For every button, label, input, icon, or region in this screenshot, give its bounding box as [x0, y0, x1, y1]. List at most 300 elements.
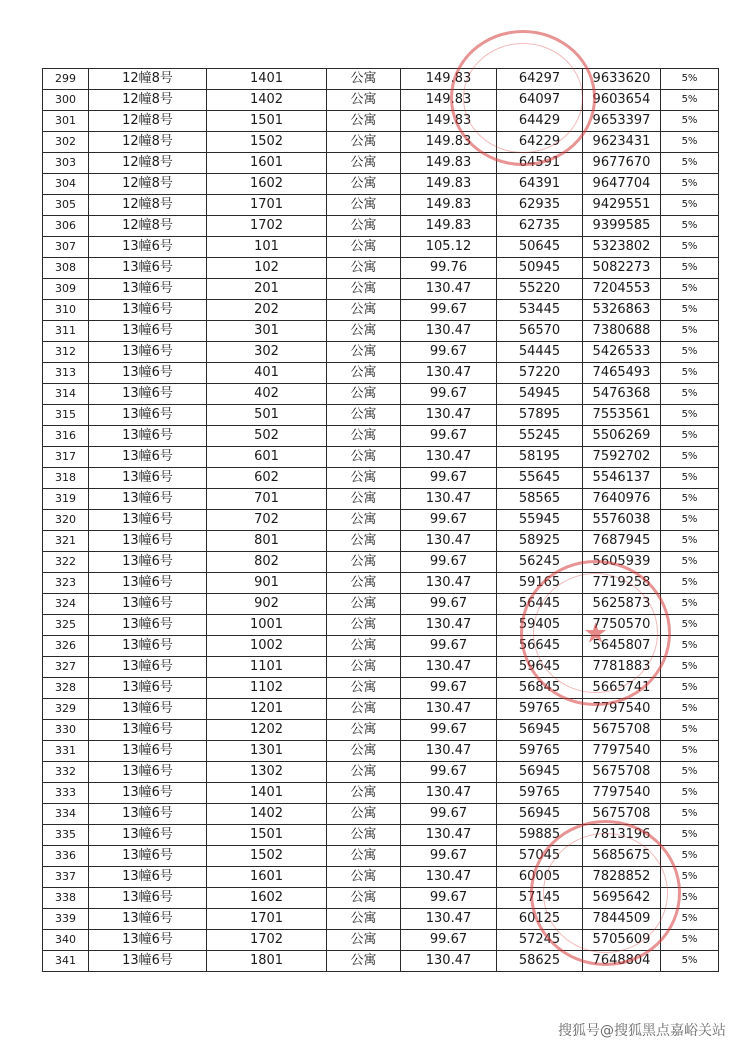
cell-building-unit: 13幢6号 [89, 594, 207, 615]
cell-total-price: 7553561 [583, 405, 661, 426]
cell-area: 130.47 [401, 951, 497, 972]
table-row [43, 342, 719, 363]
cell-total-price: 5326863 [583, 300, 661, 321]
cell-total-price: 5705609 [583, 930, 661, 951]
cell-room-number: 1202 [207, 720, 327, 741]
cell-area: 99.67 [401, 846, 497, 867]
cell-total-price: 7797540 [583, 783, 661, 804]
table-row [43, 405, 719, 426]
cell-tax-rate: 5% [661, 279, 719, 300]
cell-row-number: 299 [43, 69, 89, 90]
cell-tax-rate: 5% [661, 762, 719, 783]
seal-star-icon: ★ [582, 616, 609, 650]
cell-area: 130.47 [401, 531, 497, 552]
cell-room-type: 公寓 [327, 153, 401, 174]
cell-room-number: 1801 [207, 951, 327, 972]
cell-room-number: 802 [207, 552, 327, 573]
cell-area: 130.47 [401, 321, 497, 342]
cell-unit-price: 59645 [497, 657, 583, 678]
table-row [43, 825, 719, 846]
cell-row-number: 300 [43, 90, 89, 111]
cell-area: 99.67 [401, 888, 497, 909]
cell-building-unit: 13幢6号 [89, 741, 207, 762]
table-row [43, 531, 719, 552]
cell-building-unit: 13幢6号 [89, 237, 207, 258]
cell-room-number: 1502 [207, 132, 327, 153]
cell-unit-price: 59885 [497, 825, 583, 846]
cell-building-unit: 13幢6号 [89, 678, 207, 699]
cell-total-price: 5625873 [583, 594, 661, 615]
cell-room-type: 公寓 [327, 552, 401, 573]
table-row [43, 216, 719, 237]
cell-building-unit: 13幢6号 [89, 804, 207, 825]
cell-room-number: 902 [207, 594, 327, 615]
cell-unit-price: 60125 [497, 909, 583, 930]
cell-row-number: 306 [43, 216, 89, 237]
cell-total-price: 7750570 [583, 615, 661, 636]
cell-unit-price: 55245 [497, 426, 583, 447]
cell-unit-price: 56845 [497, 678, 583, 699]
table-row [43, 636, 719, 657]
cell-unit-price: 64097 [497, 90, 583, 111]
cell-area: 130.47 [401, 825, 497, 846]
cell-tax-rate: 5% [661, 342, 719, 363]
cell-row-number: 322 [43, 552, 89, 573]
cell-building-unit: 13幢6号 [89, 426, 207, 447]
cell-room-type: 公寓 [327, 90, 401, 111]
cell-room-type: 公寓 [327, 636, 401, 657]
cell-area: 149.83 [401, 216, 497, 237]
cell-tax-rate: 5% [661, 195, 719, 216]
cell-area: 130.47 [401, 909, 497, 930]
cell-total-price: 7844509 [583, 909, 661, 930]
cell-unit-price: 56945 [497, 762, 583, 783]
cell-room-number: 1101 [207, 657, 327, 678]
cell-building-unit: 13幢6号 [89, 447, 207, 468]
cell-tax-rate: 5% [661, 111, 719, 132]
cell-row-number: 331 [43, 741, 89, 762]
cell-room-number: 702 [207, 510, 327, 531]
cell-area: 99.67 [401, 804, 497, 825]
cell-area: 99.67 [401, 762, 497, 783]
cell-unit-price: 62935 [497, 195, 583, 216]
cell-unit-price: 58625 [497, 951, 583, 972]
table-row [43, 111, 719, 132]
cell-tax-rate: 5% [661, 783, 719, 804]
cell-area: 99.76 [401, 258, 497, 279]
table-row [43, 321, 719, 342]
cell-total-price: 5695642 [583, 888, 661, 909]
cell-total-price: 5082273 [583, 258, 661, 279]
table-row [43, 90, 719, 111]
table-row [43, 678, 719, 699]
cell-room-type: 公寓 [327, 615, 401, 636]
cell-room-type: 公寓 [327, 195, 401, 216]
cell-tax-rate: 5% [661, 804, 719, 825]
cell-row-number: 315 [43, 405, 89, 426]
cell-area: 99.67 [401, 300, 497, 321]
cell-building-unit: 13幢6号 [89, 405, 207, 426]
cell-unit-price: 50945 [497, 258, 583, 279]
cell-area: 130.47 [401, 741, 497, 762]
cell-total-price: 5685675 [583, 846, 661, 867]
cell-area: 130.47 [401, 867, 497, 888]
cell-area: 130.47 [401, 573, 497, 594]
cell-row-number: 321 [43, 531, 89, 552]
cell-unit-price: 64591 [497, 153, 583, 174]
cell-total-price: 5506269 [583, 426, 661, 447]
cell-total-price: 9633620 [583, 69, 661, 90]
cell-row-number: 324 [43, 594, 89, 615]
cell-room-number: 801 [207, 531, 327, 552]
cell-unit-price: 64391 [497, 174, 583, 195]
watermark: 搜狐号@搜狐黑点嘉峪关站 [558, 1023, 726, 1039]
cell-area: 149.83 [401, 111, 497, 132]
cell-unit-price: 64297 [497, 69, 583, 90]
table-row [43, 573, 719, 594]
cell-room-number: 1401 [207, 69, 327, 90]
cell-room-type: 公寓 [327, 468, 401, 489]
cell-unit-price: 57045 [497, 846, 583, 867]
cell-total-price: 7813196 [583, 825, 661, 846]
cell-building-unit: 12幢8号 [89, 174, 207, 195]
cell-area: 149.83 [401, 90, 497, 111]
cell-building-unit: 13幢6号 [89, 762, 207, 783]
table-row [43, 195, 719, 216]
cell-total-price: 5675708 [583, 804, 661, 825]
table-row [43, 258, 719, 279]
cell-total-price: 7797540 [583, 699, 661, 720]
cell-row-number: 304 [43, 174, 89, 195]
cell-area: 99.67 [401, 384, 497, 405]
cell-total-price: 5665741 [583, 678, 661, 699]
cell-room-type: 公寓 [327, 909, 401, 930]
cell-room-type: 公寓 [327, 510, 401, 531]
table-row [43, 153, 719, 174]
cell-row-number: 326 [43, 636, 89, 657]
cell-building-unit: 13幢6号 [89, 552, 207, 573]
cell-row-number: 332 [43, 762, 89, 783]
cell-total-price: 7797540 [583, 741, 661, 762]
cell-room-type: 公寓 [327, 111, 401, 132]
table-row [43, 426, 719, 447]
cell-row-number: 301 [43, 111, 89, 132]
cell-room-type: 公寓 [327, 300, 401, 321]
cell-area: 99.67 [401, 510, 497, 531]
cell-area: 130.47 [401, 489, 497, 510]
table-row [43, 867, 719, 888]
cell-building-unit: 13幢6号 [89, 846, 207, 867]
cell-row-number: 305 [43, 195, 89, 216]
cell-building-unit: 13幢6号 [89, 909, 207, 930]
cell-unit-price: 62735 [497, 216, 583, 237]
cell-total-price: 5605939 [583, 552, 661, 573]
cell-area: 99.67 [401, 342, 497, 363]
cell-room-type: 公寓 [327, 279, 401, 300]
table-row [43, 552, 719, 573]
cell-building-unit: 13幢6号 [89, 258, 207, 279]
cell-building-unit: 12幢8号 [89, 153, 207, 174]
cell-tax-rate: 5% [661, 447, 719, 468]
cell-row-number: 328 [43, 678, 89, 699]
cell-tax-rate: 5% [661, 321, 719, 342]
cell-building-unit: 13幢6号 [89, 930, 207, 951]
cell-tax-rate: 5% [661, 384, 719, 405]
cell-unit-price: 54945 [497, 384, 583, 405]
cell-room-number: 701 [207, 489, 327, 510]
cell-room-number: 1501 [207, 111, 327, 132]
cell-building-unit: 12幢8号 [89, 132, 207, 153]
cell-room-type: 公寓 [327, 804, 401, 825]
cell-tax-rate: 5% [661, 699, 719, 720]
price-list-table [42, 68, 719, 972]
cell-unit-price: 58195 [497, 447, 583, 468]
cell-room-number: 301 [207, 321, 327, 342]
cell-row-number: 320 [43, 510, 89, 531]
cell-unit-price: 56445 [497, 594, 583, 615]
cell-room-type: 公寓 [327, 69, 401, 90]
cell-area: 130.47 [401, 783, 497, 804]
cell-building-unit: 13幢6号 [89, 867, 207, 888]
cell-tax-rate: 5% [661, 888, 719, 909]
cell-tax-rate: 5% [661, 594, 719, 615]
cell-room-number: 1001 [207, 615, 327, 636]
cell-area: 105.12 [401, 237, 497, 258]
table-row [43, 300, 719, 321]
cell-total-price: 9647704 [583, 174, 661, 195]
cell-building-unit: 13幢6号 [89, 888, 207, 909]
cell-total-price: 5645807 [583, 636, 661, 657]
cell-unit-price: 64229 [497, 132, 583, 153]
cell-total-price: 7592702 [583, 447, 661, 468]
cell-room-number: 602 [207, 468, 327, 489]
cell-room-type: 公寓 [327, 258, 401, 279]
cell-unit-price: 57145 [497, 888, 583, 909]
cell-tax-rate: 5% [661, 930, 719, 951]
cell-room-type: 公寓 [327, 930, 401, 951]
cell-row-number: 307 [43, 237, 89, 258]
cell-room-number: 1401 [207, 783, 327, 804]
table-row [43, 951, 719, 972]
cell-building-unit: 13幢6号 [89, 384, 207, 405]
cell-room-number: 1302 [207, 762, 327, 783]
cell-row-number: 341 [43, 951, 89, 972]
cell-unit-price: 57245 [497, 930, 583, 951]
cell-room-number: 1402 [207, 90, 327, 111]
cell-unit-price: 59165 [497, 573, 583, 594]
cell-tax-rate: 5% [661, 237, 719, 258]
table-row [43, 468, 719, 489]
cell-tax-rate: 5% [661, 615, 719, 636]
cell-total-price: 7719258 [583, 573, 661, 594]
cell-tax-rate: 5% [661, 909, 719, 930]
cell-room-number: 501 [207, 405, 327, 426]
cell-unit-price: 56570 [497, 321, 583, 342]
cell-row-number: 327 [43, 657, 89, 678]
cell-row-number: 339 [43, 909, 89, 930]
cell-total-price: 5675708 [583, 720, 661, 741]
cell-unit-price: 59765 [497, 699, 583, 720]
cell-area: 130.47 [401, 615, 497, 636]
cell-unit-price: 60005 [497, 867, 583, 888]
cell-room-number: 601 [207, 447, 327, 468]
cell-row-number: 309 [43, 279, 89, 300]
cell-tax-rate: 5% [661, 510, 719, 531]
cell-total-price: 7640976 [583, 489, 661, 510]
cell-total-price: 5576038 [583, 510, 661, 531]
cell-unit-price: 64429 [497, 111, 583, 132]
cell-building-unit: 13幢6号 [89, 783, 207, 804]
table-row [43, 699, 719, 720]
cell-tax-rate: 5% [661, 720, 719, 741]
cell-room-number: 1701 [207, 195, 327, 216]
cell-unit-price: 55945 [497, 510, 583, 531]
cell-building-unit: 13幢6号 [89, 489, 207, 510]
cell-room-number: 101 [207, 237, 327, 258]
cell-room-type: 公寓 [327, 951, 401, 972]
table-row [43, 888, 719, 909]
cell-row-number: 318 [43, 468, 89, 489]
table-row [43, 69, 719, 90]
cell-row-number: 316 [43, 426, 89, 447]
cell-total-price: 7648804 [583, 951, 661, 972]
cell-room-number: 202 [207, 300, 327, 321]
table-row [43, 720, 719, 741]
table-row [43, 741, 719, 762]
cell-area: 130.47 [401, 447, 497, 468]
cell-building-unit: 13幢6号 [89, 468, 207, 489]
cell-unit-price: 57895 [497, 405, 583, 426]
cell-area: 149.83 [401, 153, 497, 174]
cell-total-price: 9677670 [583, 153, 661, 174]
cell-room-number: 1702 [207, 930, 327, 951]
cell-building-unit: 13幢6号 [89, 825, 207, 846]
table-row [43, 846, 719, 867]
table-row [43, 510, 719, 531]
cell-room-type: 公寓 [327, 762, 401, 783]
cell-room-type: 公寓 [327, 573, 401, 594]
cell-unit-price: 56945 [497, 720, 583, 741]
cell-unit-price: 58565 [497, 489, 583, 510]
cell-building-unit: 13幢6号 [89, 531, 207, 552]
cell-building-unit: 13幢6号 [89, 699, 207, 720]
cell-row-number: 325 [43, 615, 89, 636]
cell-tax-rate: 5% [661, 531, 719, 552]
cell-row-number: 302 [43, 132, 89, 153]
cell-tax-rate: 5% [661, 825, 719, 846]
cell-area: 99.67 [401, 678, 497, 699]
cell-area: 130.47 [401, 363, 497, 384]
cell-building-unit: 12幢8号 [89, 195, 207, 216]
cell-tax-rate: 5% [661, 216, 719, 237]
cell-room-type: 公寓 [327, 594, 401, 615]
table-row [43, 237, 719, 258]
cell-room-type: 公寓 [327, 237, 401, 258]
cell-building-unit: 13幢6号 [89, 321, 207, 342]
cell-tax-rate: 5% [661, 426, 719, 447]
cell-area: 149.83 [401, 132, 497, 153]
cell-unit-price: 57220 [497, 363, 583, 384]
cell-area: 149.83 [401, 174, 497, 195]
cell-row-number: 330 [43, 720, 89, 741]
cell-tax-rate: 5% [661, 90, 719, 111]
cell-building-unit: 13幢6号 [89, 657, 207, 678]
cell-row-number: 334 [43, 804, 89, 825]
cell-room-number: 401 [207, 363, 327, 384]
cell-room-type: 公寓 [327, 216, 401, 237]
table-row [43, 489, 719, 510]
cell-room-type: 公寓 [327, 132, 401, 153]
table-row [43, 783, 719, 804]
table-body [43, 69, 719, 972]
cell-tax-rate: 5% [661, 153, 719, 174]
cell-unit-price: 58925 [497, 531, 583, 552]
cell-total-price: 7687945 [583, 531, 661, 552]
cell-row-number: 313 [43, 363, 89, 384]
cell-room-number: 1602 [207, 174, 327, 195]
table-row [43, 447, 719, 468]
cell-room-number: 1601 [207, 867, 327, 888]
cell-row-number: 310 [43, 300, 89, 321]
cell-room-type: 公寓 [327, 678, 401, 699]
cell-room-type: 公寓 [327, 363, 401, 384]
cell-unit-price: 54445 [497, 342, 583, 363]
cell-row-number: 333 [43, 783, 89, 804]
table-row [43, 930, 719, 951]
cell-area: 99.67 [401, 720, 497, 741]
cell-area: 149.83 [401, 69, 497, 90]
cell-row-number: 308 [43, 258, 89, 279]
cell-row-number: 336 [43, 846, 89, 867]
cell-area: 130.47 [401, 279, 497, 300]
cell-room-type: 公寓 [327, 888, 401, 909]
cell-area: 99.67 [401, 468, 497, 489]
cell-row-number: 312 [43, 342, 89, 363]
cell-area: 149.83 [401, 195, 497, 216]
cell-total-price: 7828852 [583, 867, 661, 888]
cell-total-price: 9429551 [583, 195, 661, 216]
cell-total-price: 5323802 [583, 237, 661, 258]
cell-room-type: 公寓 [327, 720, 401, 741]
cell-tax-rate: 5% [661, 258, 719, 279]
cell-row-number: 338 [43, 888, 89, 909]
table-row [43, 762, 719, 783]
table-row [43, 132, 719, 153]
cell-unit-price: 55645 [497, 468, 583, 489]
cell-building-unit: 13幢6号 [89, 720, 207, 741]
cell-room-type: 公寓 [327, 174, 401, 195]
table-row [43, 615, 719, 636]
cell-building-unit: 12幢8号 [89, 90, 207, 111]
cell-room-number: 1701 [207, 909, 327, 930]
cell-tax-rate: 5% [661, 405, 719, 426]
cell-room-number: 402 [207, 384, 327, 405]
cell-total-price: 5675708 [583, 762, 661, 783]
cell-room-type: 公寓 [327, 342, 401, 363]
cell-tax-rate: 5% [661, 552, 719, 573]
cell-row-number: 319 [43, 489, 89, 510]
cell-area: 130.47 [401, 699, 497, 720]
cell-room-type: 公寓 [327, 867, 401, 888]
cell-unit-price: 59405 [497, 615, 583, 636]
cell-total-price: 5426533 [583, 342, 661, 363]
cell-total-price: 7380688 [583, 321, 661, 342]
cell-room-type: 公寓 [327, 447, 401, 468]
cell-total-price: 9653397 [583, 111, 661, 132]
cell-room-number: 1301 [207, 741, 327, 762]
cell-unit-price: 59765 [497, 783, 583, 804]
table-row [43, 594, 719, 615]
